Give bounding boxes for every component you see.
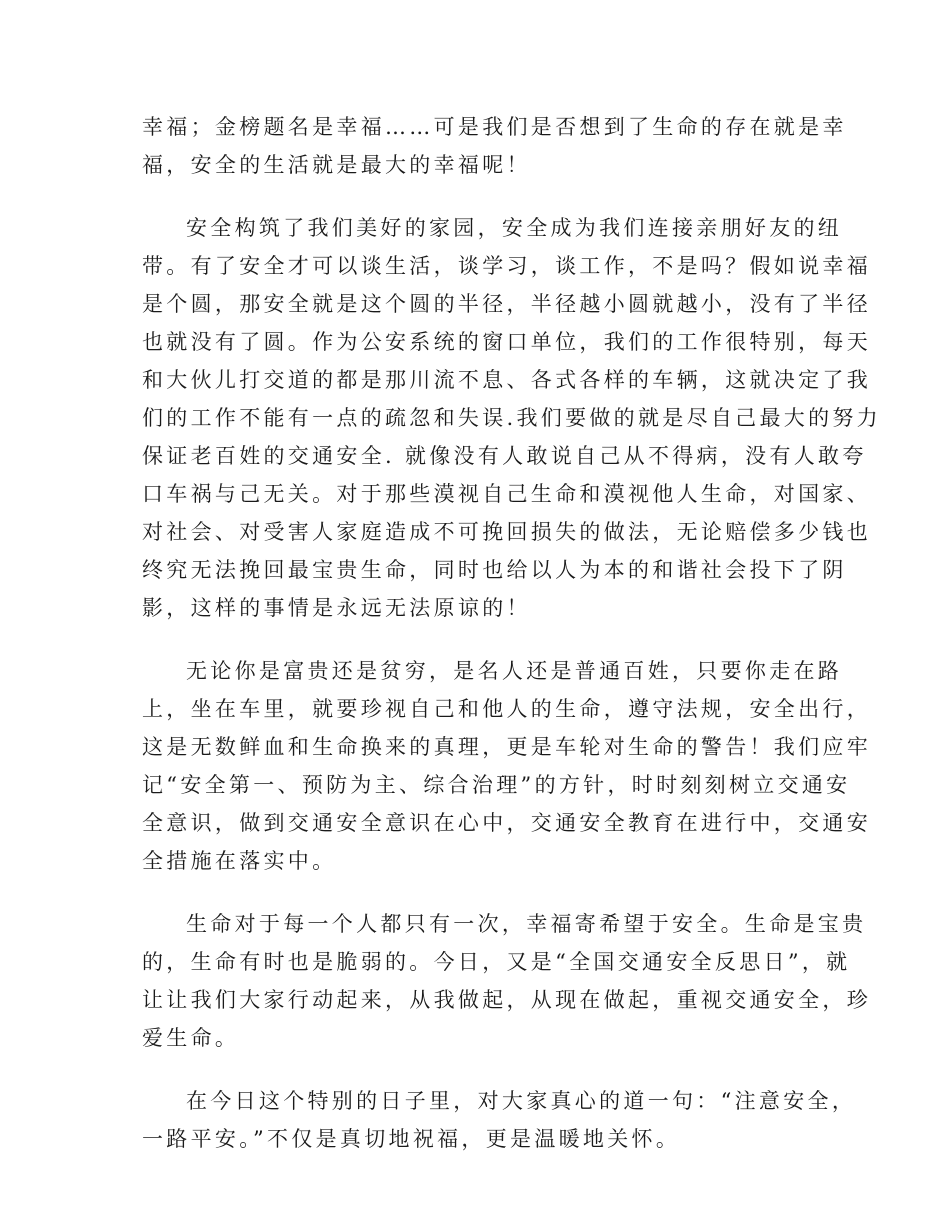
- text-line: 的，生命有时也是脆弱的。今日，又是“全国交通安全反思日”，就: [142, 950, 851, 974]
- text-line: 幸福；金榜题名是幸福……可是我们是否想到了生命的存在就是幸: [142, 115, 847, 139]
- paragraph: [142, 1082, 857, 1158]
- text-line: 一路平安。”不仅是真切地祝福，更是温暖地关怀。: [142, 1127, 681, 1151]
- paragraph: [142, 652, 871, 880]
- text-line: 上，坐在车里，就要珍视自己和他人的生命，遵守法规，安全出行，: [142, 697, 871, 721]
- text-line: 让让我们大家行动起来，从我做起，从现在做起，重视交通安全，珍: [142, 988, 871, 1012]
- paragraph: [142, 209, 881, 627]
- text-line: 保证老百姓的交通安全. 就像没有人敢说自己从不得病，没有人敢夸: [142, 444, 867, 468]
- text-line: 口车祸与己无关。对于那些漠视自己生命和漠视他人生命，对国家、: [142, 482, 871, 506]
- text-line: 带。有了安全才可以谈生活，谈学习，谈工作，不是吗？假如说幸福: [142, 254, 871, 278]
- text-line: 爱生命。: [142, 1026, 240, 1050]
- paragraph: [142, 108, 847, 184]
- text-line: 生命对于每一个人都只有一次，幸福寄希望于安全。生命是宝贵: [186, 912, 867, 936]
- text-line: 是个圆，那安全就是这个圆的半径，半径越小圆就越小，没有了半径: [142, 292, 871, 316]
- text-line: 记“安全第一、预防为主、综合治理”的方针，时时刻刻树立交通安: [142, 773, 851, 797]
- document-body: [142, 108, 881, 1183]
- paragraph: [142, 905, 871, 1057]
- text-line: 和大伙儿打交道的都是那川流不息、各式各样的车辆，这就决定了我: [142, 368, 871, 392]
- text-line: 影，这样的事情是永远无法原谅的！: [142, 596, 531, 620]
- text-line: 也就没有了圆。作为公安系统的窗口单位，我们的工作很特别，每天: [142, 330, 871, 354]
- text-line: 终究无法挽回最宝贵生命，同时也给以人为本的和谐社会投下了阴: [142, 558, 847, 582]
- text-line: 全措施在落实中。: [142, 849, 337, 873]
- text-line: 这是无数鲜血和生命换来的真理，更是车轮对生命的警告！我们应牢: [142, 735, 871, 759]
- text-line: 全意识，做到交通安全意识在心中，交通安全教育在进行中，交通安: [142, 811, 871, 835]
- text-line: 福，安全的生活就是最大的幸福呢！: [142, 153, 531, 177]
- text-line: 安全构筑了我们美好的家园，安全成为我们连接亲朋好友的纽: [186, 216, 843, 240]
- text-line: 无论你是富贵还是贫穷，是名人还是普通百姓，只要你走在路: [186, 659, 843, 683]
- text-line: 们的工作不能有一点的疏忽和失误.我们要做的就是尽自己最大的努力: [142, 406, 881, 430]
- text-line: 对社会、对受害人家庭造成不可挽回损失的做法，无论赔偿多少钱也: [142, 520, 871, 544]
- text-line: 在今日这个特别的日子里，对大家真心的道一句：“注意安全，: [186, 1089, 857, 1113]
